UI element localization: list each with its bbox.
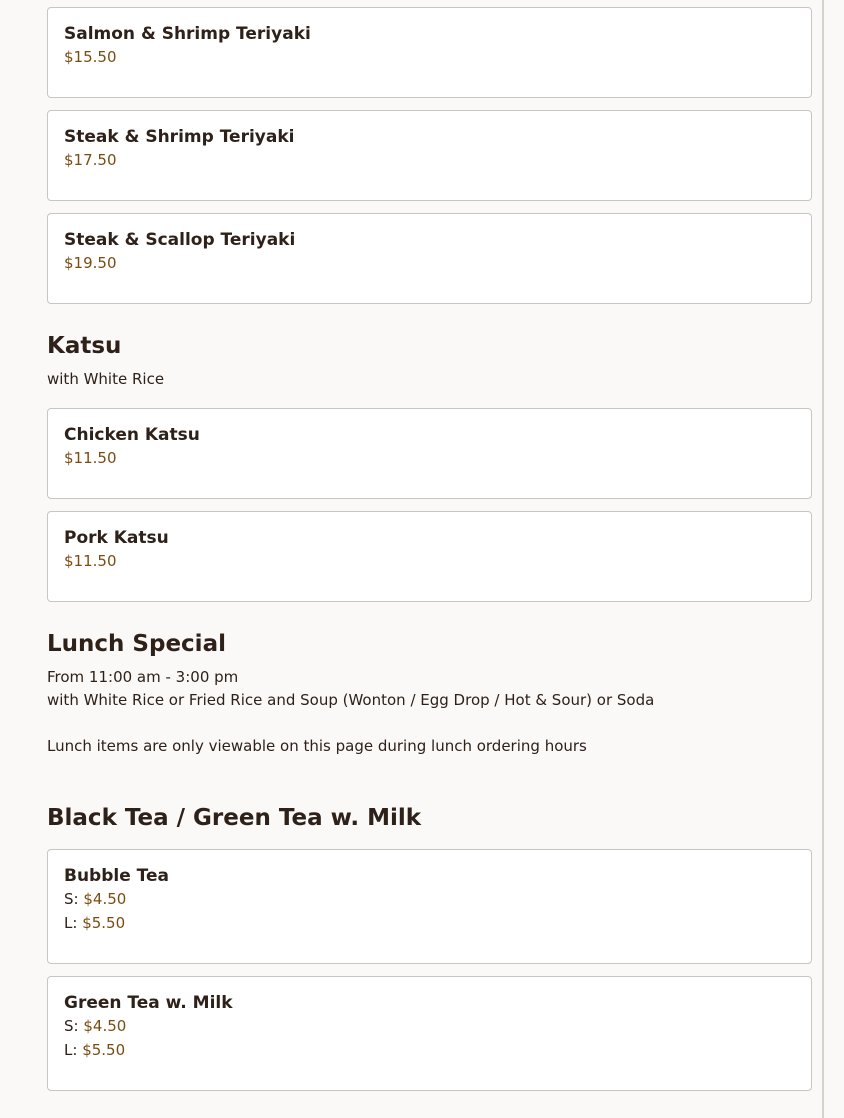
- section-katsu: [47, 331, 812, 602]
- menu-item-price: $11.50: [64, 449, 117, 467]
- menu-item-price: $5.50: [82, 914, 126, 932]
- menu-item-card[interactable]: [47, 511, 812, 602]
- size-label: L:: [64, 1041, 78, 1059]
- size-label: L:: [64, 914, 78, 932]
- menu-item-card[interactable]: [47, 849, 812, 964]
- menu-item-name: Chicken Katsu: [64, 425, 200, 445]
- menu-item-card[interactable]: [47, 408, 812, 499]
- menu-item-card[interactable]: [47, 7, 812, 98]
- menu-item-name: Salmon & Shrimp Teriyaki: [64, 24, 311, 44]
- menu-item-price-line: [64, 549, 795, 573]
- menu-item-size-price: [64, 887, 795, 911]
- menu-item-card[interactable]: [47, 976, 812, 1091]
- section-description: with White Rice or Fried Rice and Soup (Wonton / Egg Drop / Hot & Sour) or Soda: [47, 691, 655, 709]
- menu-item-price-line: [64, 148, 795, 172]
- size-label: S:: [64, 890, 79, 908]
- menu-item-card[interactable]: [47, 110, 812, 201]
- size-label: S:: [64, 1017, 79, 1035]
- menu-item-name: Bubble Tea: [64, 866, 170, 886]
- menu-item-size-price: [64, 911, 795, 935]
- menu-item-price: $17.50: [64, 151, 117, 169]
- menu-item-price: $11.50: [64, 552, 117, 570]
- menu-item-card[interactable]: [47, 213, 812, 304]
- menu-item-price-line: [64, 446, 795, 470]
- section-milk-tea: [47, 803, 812, 1091]
- section-title: Katsu: [47, 333, 122, 359]
- menu-item-name: Green Tea w. Milk: [64, 993, 233, 1013]
- menu-item-name: Pork Katsu: [64, 528, 169, 548]
- section-title: Lunch Special: [47, 631, 226, 657]
- menu-item-name: Steak & Scallop Teriyaki: [64, 230, 296, 250]
- menu-item-name: Steak & Shrimp Teriyaki: [64, 127, 295, 147]
- menu-item-price-line: [64, 45, 795, 69]
- section-lunch-special: [47, 629, 812, 758]
- menu-item-size-price: [64, 1014, 795, 1038]
- menu-item-price: $4.50: [83, 1017, 127, 1035]
- menu-item-size-price: [64, 1038, 795, 1062]
- menu-item-price: $4.50: [83, 890, 127, 908]
- menu-content: [47, 7, 812, 1103]
- menu-item-price: $5.50: [82, 1041, 126, 1059]
- menu-item-price: $19.50: [64, 254, 117, 272]
- lunch-availability-notice: Lunch items are only viewable on this page during lunch ordering hours: [47, 737, 587, 755]
- menu-item-price-line: [64, 251, 795, 275]
- menu-item-price: $15.50: [64, 48, 117, 66]
- section-description: with White Rice: [47, 370, 165, 388]
- section-title: Black Tea / Green Tea w. Milk: [47, 805, 422, 831]
- page-right-border: [822, 0, 824, 1118]
- section-hours: From 11:00 am - 3:00 pm: [47, 668, 239, 686]
